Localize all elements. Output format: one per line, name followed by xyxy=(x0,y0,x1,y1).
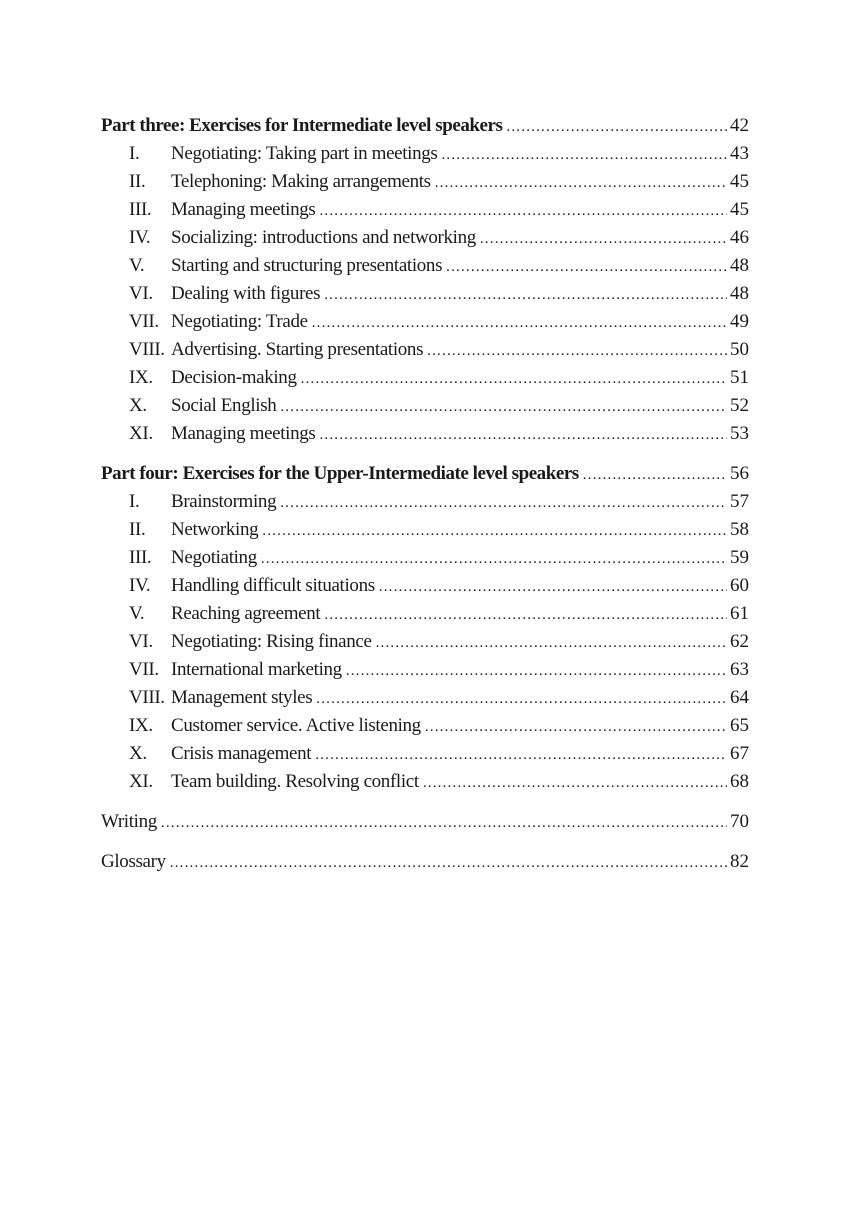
page-number: 45 xyxy=(730,171,749,192)
page-number: 43 xyxy=(730,143,749,164)
entry-number: I. xyxy=(129,143,140,164)
entry-number: V. xyxy=(129,255,145,276)
entry-number: VII. xyxy=(129,311,159,332)
entry-number: VIII. xyxy=(129,687,165,708)
page-number: 62 xyxy=(730,631,749,652)
dot-leader xyxy=(315,741,727,769)
part-four-list xyxy=(101,488,749,796)
entry-number: X. xyxy=(129,395,147,416)
toc-entry[interactable] xyxy=(101,224,749,252)
dot-leader xyxy=(316,685,727,713)
toc-entry[interactable] xyxy=(101,168,749,196)
toc-entry[interactable] xyxy=(101,140,749,168)
entry-title: International marketing xyxy=(171,659,342,680)
dot-leader xyxy=(583,461,727,489)
page-number: 70 xyxy=(730,811,749,832)
dot-leader xyxy=(423,769,727,797)
dot-leader xyxy=(441,141,727,169)
page-number: 61 xyxy=(730,603,749,624)
toc-entry[interactable] xyxy=(101,768,749,796)
toc-entry[interactable] xyxy=(101,364,749,392)
entry-number: XI. xyxy=(129,423,153,444)
entry-title: Team building. Resolving conflict xyxy=(171,771,419,792)
dot-leader xyxy=(346,657,727,685)
dot-leader xyxy=(261,545,727,573)
entry-title: Socializing: introductions and networking xyxy=(171,227,476,248)
toc-entry[interactable] xyxy=(101,572,749,600)
dot-leader xyxy=(319,197,727,225)
entry-number: VI. xyxy=(129,631,153,652)
dot-leader xyxy=(262,517,727,545)
entry-number: VI. xyxy=(129,283,153,304)
toc-entry[interactable] xyxy=(101,516,749,544)
toc-entry[interactable] xyxy=(101,280,749,308)
dot-leader xyxy=(312,309,727,337)
entry-number: VII. xyxy=(129,659,159,680)
toc-entry[interactable] xyxy=(101,392,749,420)
dot-leader xyxy=(435,169,727,197)
page-number: 65 xyxy=(730,715,749,736)
page-number: 56 xyxy=(730,463,749,484)
entry-title: Reaching agreement xyxy=(171,603,321,624)
toc-entry[interactable] xyxy=(101,628,749,656)
page-number: 60 xyxy=(730,575,749,596)
dot-leader xyxy=(170,849,727,877)
toc-entry[interactable] xyxy=(101,308,749,336)
toc-entry[interactable] xyxy=(101,712,749,740)
entry-number: V. xyxy=(129,603,145,624)
toc-part-four-heading[interactable] xyxy=(101,460,749,488)
entry-title: Handling difficult situations xyxy=(171,575,375,596)
toc-entry[interactable] xyxy=(101,656,749,684)
entry-title: Negotiating: Taking part in meetings xyxy=(171,143,438,164)
entry-number: II. xyxy=(129,519,146,540)
entry-number: VIII. xyxy=(129,339,165,360)
entry-number: IX. xyxy=(129,367,153,388)
toc-entry[interactable] xyxy=(101,684,749,712)
page-number: 42 xyxy=(730,115,749,136)
entry-number: XI. xyxy=(129,771,153,792)
toc-entry[interactable] xyxy=(101,600,749,628)
dot-leader xyxy=(379,573,727,601)
part-title: Part four: Exercises for the Upper-Intermediate level speakers xyxy=(101,463,579,484)
entry-title: Telephoning: Making arrangements xyxy=(171,171,431,192)
page-number: 59 xyxy=(730,547,749,568)
entry-number: IX. xyxy=(129,715,153,736)
entry-title: Starting and structuring presentations xyxy=(171,255,443,276)
dot-leader xyxy=(506,113,727,141)
entry-title: Customer service. Active listening xyxy=(171,715,421,736)
entry-number: X. xyxy=(129,743,147,764)
dot-leader xyxy=(280,489,727,517)
page-number: 50 xyxy=(730,339,749,360)
toc-entry[interactable] xyxy=(101,544,749,572)
page-number: 48 xyxy=(730,255,749,276)
page-number: 49 xyxy=(730,311,749,332)
entry-title: Advertising. Starting presentations xyxy=(171,339,424,360)
page-number: 57 xyxy=(730,491,749,512)
dot-leader xyxy=(446,253,727,281)
entry-number: I. xyxy=(129,491,140,512)
page-number: 68 xyxy=(730,771,749,792)
dot-leader xyxy=(324,601,727,629)
toc-entry[interactable] xyxy=(101,420,749,448)
page-number: 82 xyxy=(730,851,749,872)
entry-title: Networking xyxy=(171,519,259,540)
entry-number: IV. xyxy=(129,227,151,248)
dot-leader xyxy=(425,713,727,741)
page-number: 53 xyxy=(730,423,749,444)
part-three-list xyxy=(101,140,749,448)
toc-entry[interactable] xyxy=(101,740,749,768)
toc-writing[interactable] xyxy=(101,808,749,836)
entry-number: IV. xyxy=(129,575,151,596)
dot-leader xyxy=(427,337,727,365)
page-number: 67 xyxy=(730,743,749,764)
entry-title: Negotiating: Rising finance xyxy=(171,631,372,652)
entry-title: Brainstorming xyxy=(171,491,277,512)
toc-entry[interactable] xyxy=(101,252,749,280)
entry-title: Managing meetings xyxy=(171,423,316,444)
table-of-contents xyxy=(101,112,749,876)
entry-title: Management styles xyxy=(171,687,313,708)
entry-title: Social English xyxy=(171,395,277,416)
dot-leader xyxy=(280,393,727,421)
dot-leader xyxy=(480,225,727,253)
section-title: Glossary xyxy=(101,851,166,872)
toc-entry[interactable] xyxy=(101,196,749,224)
part-title: Part three: Exercises for Intermediate level speakers xyxy=(101,115,503,136)
page-number: 48 xyxy=(730,283,749,304)
page-number: 63 xyxy=(730,659,749,680)
entry-title: Crisis management xyxy=(171,743,312,764)
page-number: 46 xyxy=(730,227,749,248)
dot-leader xyxy=(376,629,727,657)
toc-part-three-heading[interactable] xyxy=(101,112,749,140)
entry-title: Negotiating: Trade xyxy=(171,311,308,332)
dot-leader xyxy=(319,421,727,449)
page-number: 58 xyxy=(730,519,749,540)
entry-number: III. xyxy=(129,199,152,220)
page-number: 52 xyxy=(730,395,749,416)
page-number: 45 xyxy=(730,199,749,220)
page-number: 51 xyxy=(730,367,749,388)
entry-number: II. xyxy=(129,171,146,192)
entry-title: Negotiating xyxy=(171,547,257,568)
dot-leader xyxy=(324,281,727,309)
entry-title: Dealing with figures xyxy=(171,283,321,304)
dot-leader xyxy=(301,365,727,393)
entry-title: Decision-making xyxy=(171,367,297,388)
section-title: Writing xyxy=(101,811,157,832)
entry-number: III. xyxy=(129,547,152,568)
toc-entry[interactable] xyxy=(101,336,749,364)
toc-entry[interactable] xyxy=(101,488,749,516)
toc-glossary[interactable] xyxy=(101,848,749,876)
entry-title: Managing meetings xyxy=(171,199,316,220)
dot-leader xyxy=(161,809,727,837)
page-number: 64 xyxy=(730,687,749,708)
